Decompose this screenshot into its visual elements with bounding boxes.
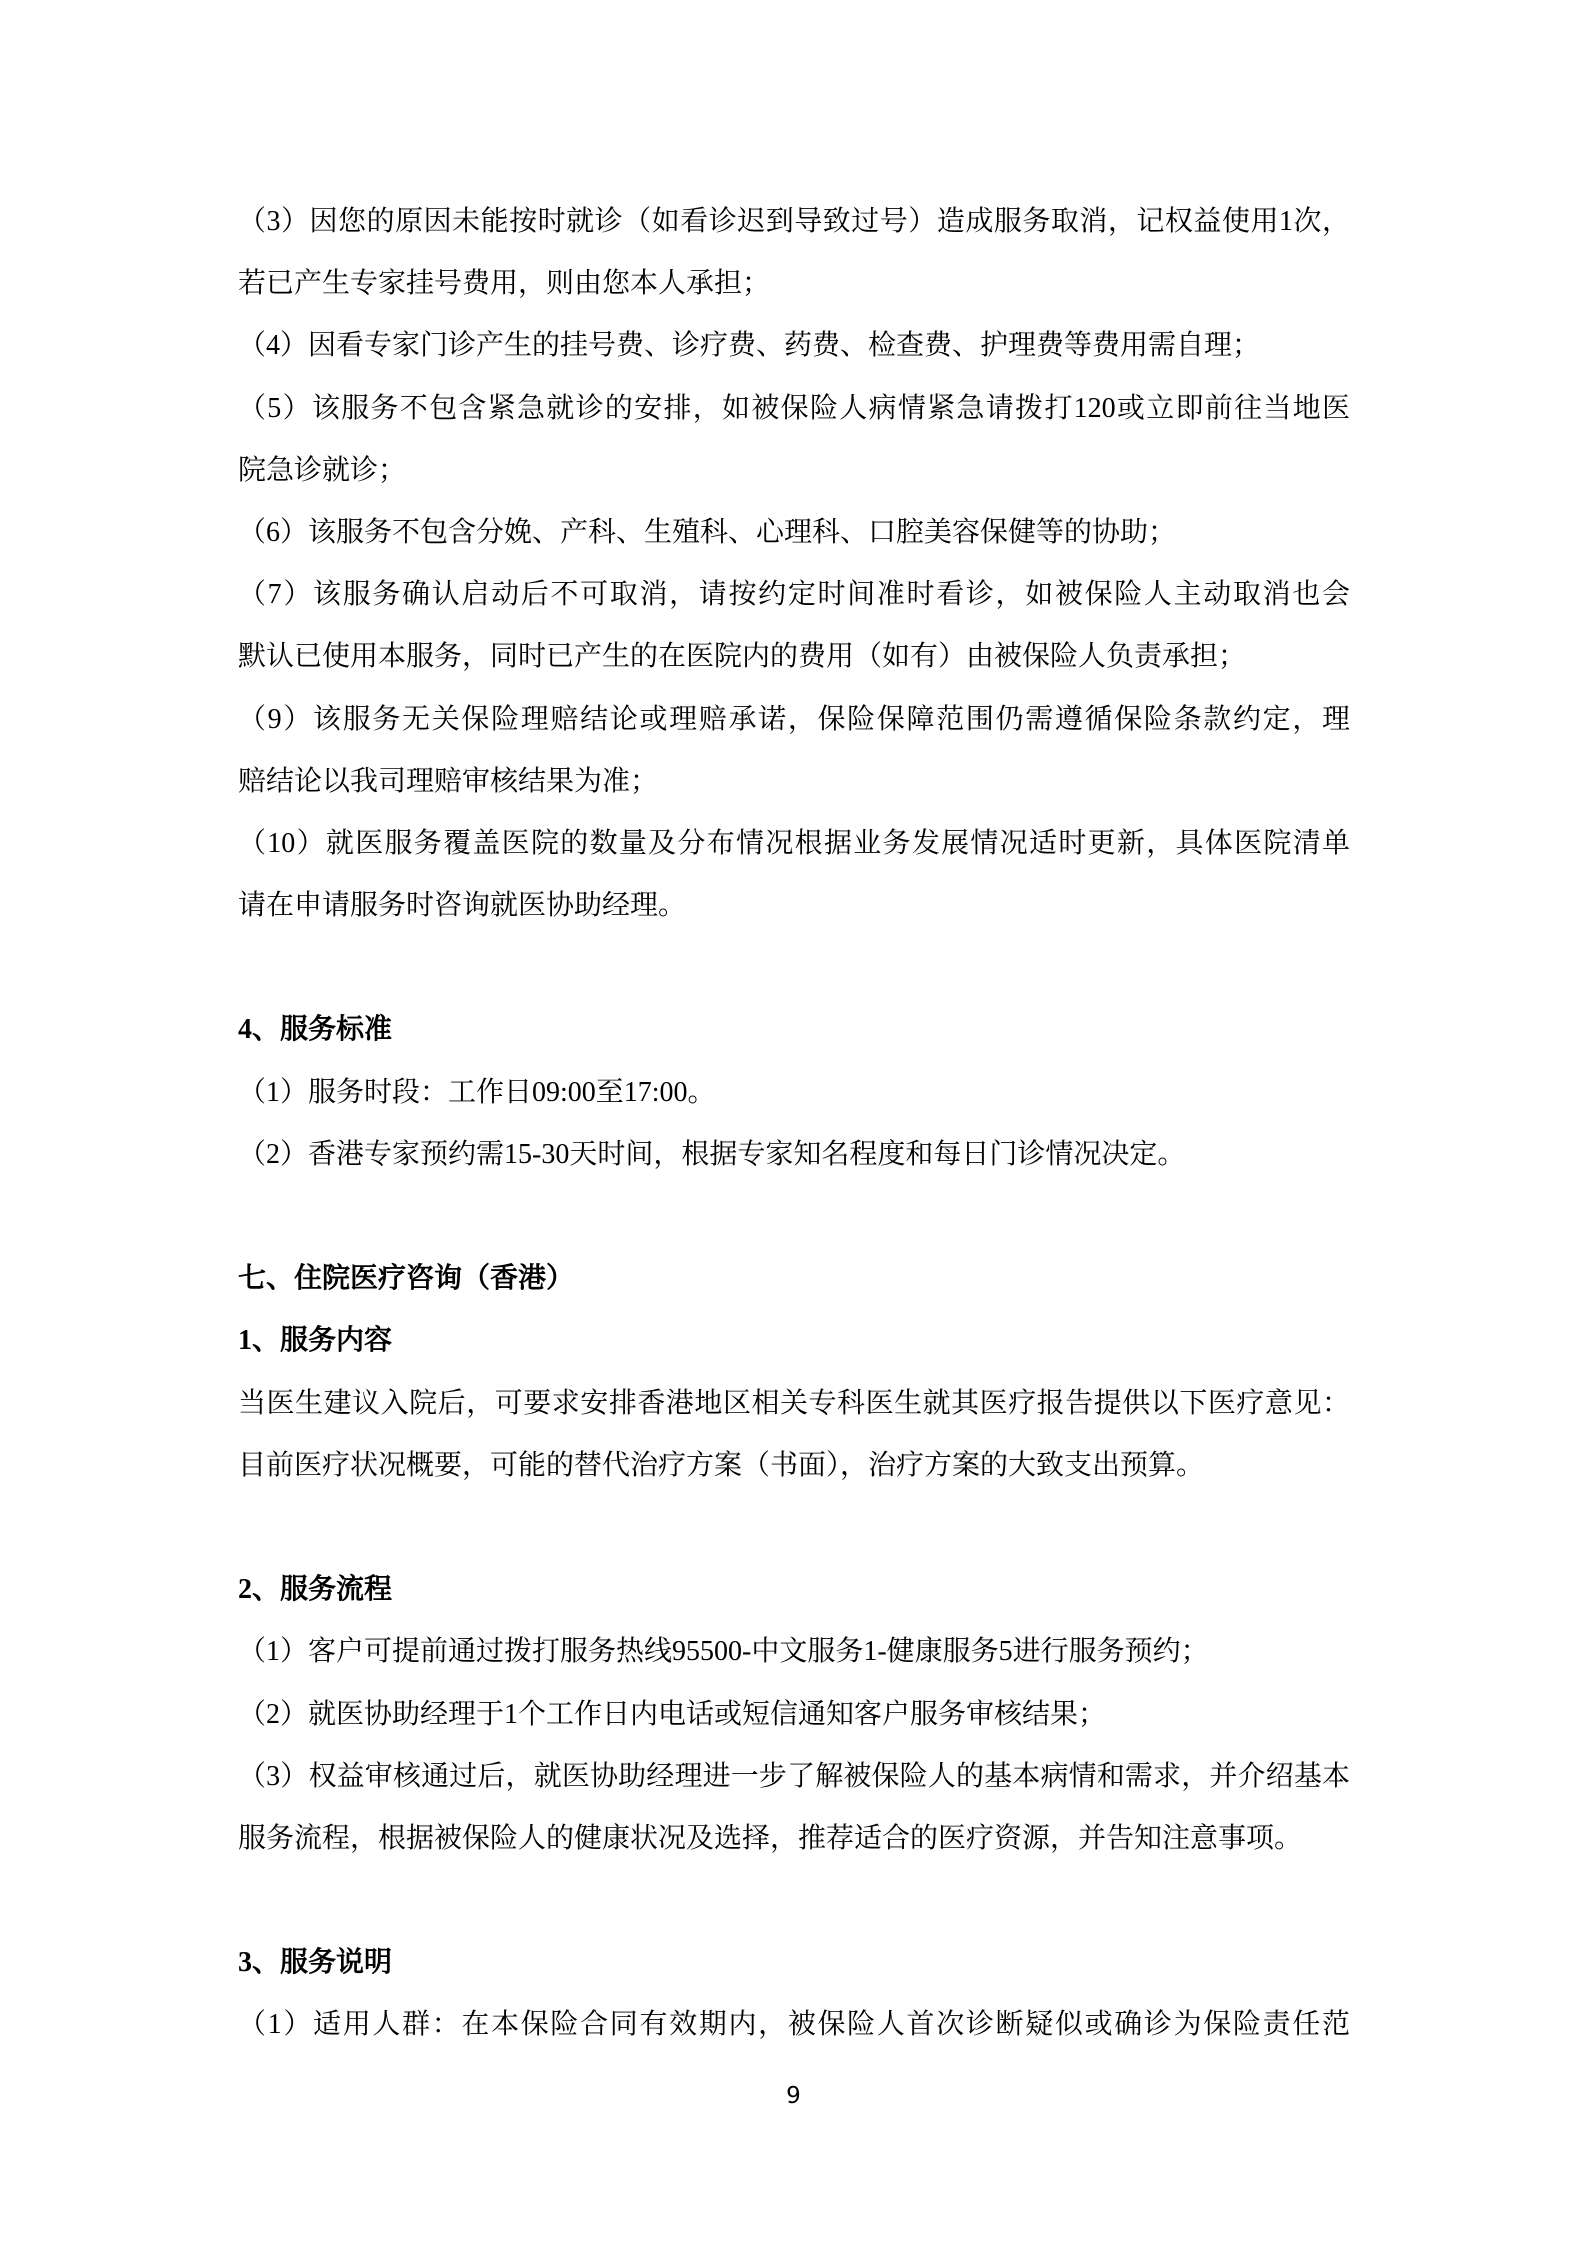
document-line: 默认已使用本服务，同时已产生的在医院内的费用（如有）由被保险人负责承担； [238, 641, 1247, 673]
document-line: （2）香港专家预约需15-30天时间，根据专家知名程度和每日门诊情况决定。 [238, 1138, 1186, 1170]
document-body [238, 191, 1350, 2057]
section-heading: 2、服务流程 [238, 1574, 393, 1606]
blank-line [238, 937, 1350, 999]
document-line: （10）就医服务覆盖医院的数量及分布情况根据业务发展情况适时更新，具体医院清单 [238, 827, 1350, 859]
document-line: （5）该服务不包含紧急就诊的安排，如被保险人病情紧急请拨打120或立即前往当地医 [238, 392, 1350, 424]
document-line: （2）就医协助经理于1个工作日内电话或短信通知客户服务审核结果； [238, 1698, 1107, 1730]
document-line: （1）服务时段：工作日09:00至17:00。 [238, 1076, 716, 1108]
document-line: （9）该服务无关保险理赔结论或理赔承诺，保险保障范围仍需遵循保险条款约定，理 [238, 703, 1350, 735]
document-line: 赔结论以我司理赔审核结果为准； [238, 765, 659, 797]
section-heading: 3、服务说明 [238, 1947, 393, 1979]
document-line: 服务流程，根据被保险人的健康状况及选择，推荐适合的医疗资源，并告知注意事项。 [238, 1822, 1303, 1854]
document-line: （7）该服务确认启动后不可取消，请按约定时间准时看诊，如被保险人主动取消也会 [238, 579, 1350, 611]
blank-line [238, 1186, 1350, 1248]
document-line: （6）该服务不包含分娩、产科、生殖科、心理科、口腔美容保健等的协助； [238, 516, 1177, 548]
document-line: （1）客户可提前通过拨打服务热线95500-中文服务1-健康服务5进行服务预约； [238, 1636, 1209, 1668]
document-line: （3）因您的原因未能按时就诊（如看诊迟到导致过号）造成服务取消，记权益使用1次， [238, 206, 1350, 237]
document-line: 若已产生专家挂号费用，则由您本人承担； [238, 268, 771, 300]
blank-line [238, 1870, 1350, 1932]
page-number: 9 [786, 2083, 801, 2109]
section-heading: 4、服务标准 [238, 1014, 393, 1046]
document-line: 目前医疗状况概要，可能的替代治疗方案（书面），治疗方案的大致支出预算。 [238, 1449, 1205, 1481]
section-heading: 七、住院医疗咨询（香港） [238, 1263, 575, 1295]
blank-line [238, 1497, 1350, 1559]
document-line: 请在申请服务时咨询就医协助经理。 [238, 890, 687, 922]
section-heading: 1、服务内容 [238, 1325, 393, 1357]
document-line: （3）权益审核通过后，就医协助经理进一步了解被保险人的基本病情和需求，并介绍基本 [238, 1760, 1350, 1792]
document-line: 院急诊就诊； [238, 454, 407, 486]
document-line: （4）因看专家门诊产生的挂号费、诊疗费、药费、检查费、护理费等费用需自理； [238, 330, 1261, 362]
document-line: （1）适用人群：在本保险合同有效期内，被保险人首次诊断疑似或确诊为保险责任范 [238, 2009, 1350, 2041]
page-footer [0, 2076, 1587, 2116]
document-line: 当医生建议入院后，可要求安排香港地区相关专科医生就其医疗报告提供以下医疗意见： [238, 1387, 1350, 1419]
